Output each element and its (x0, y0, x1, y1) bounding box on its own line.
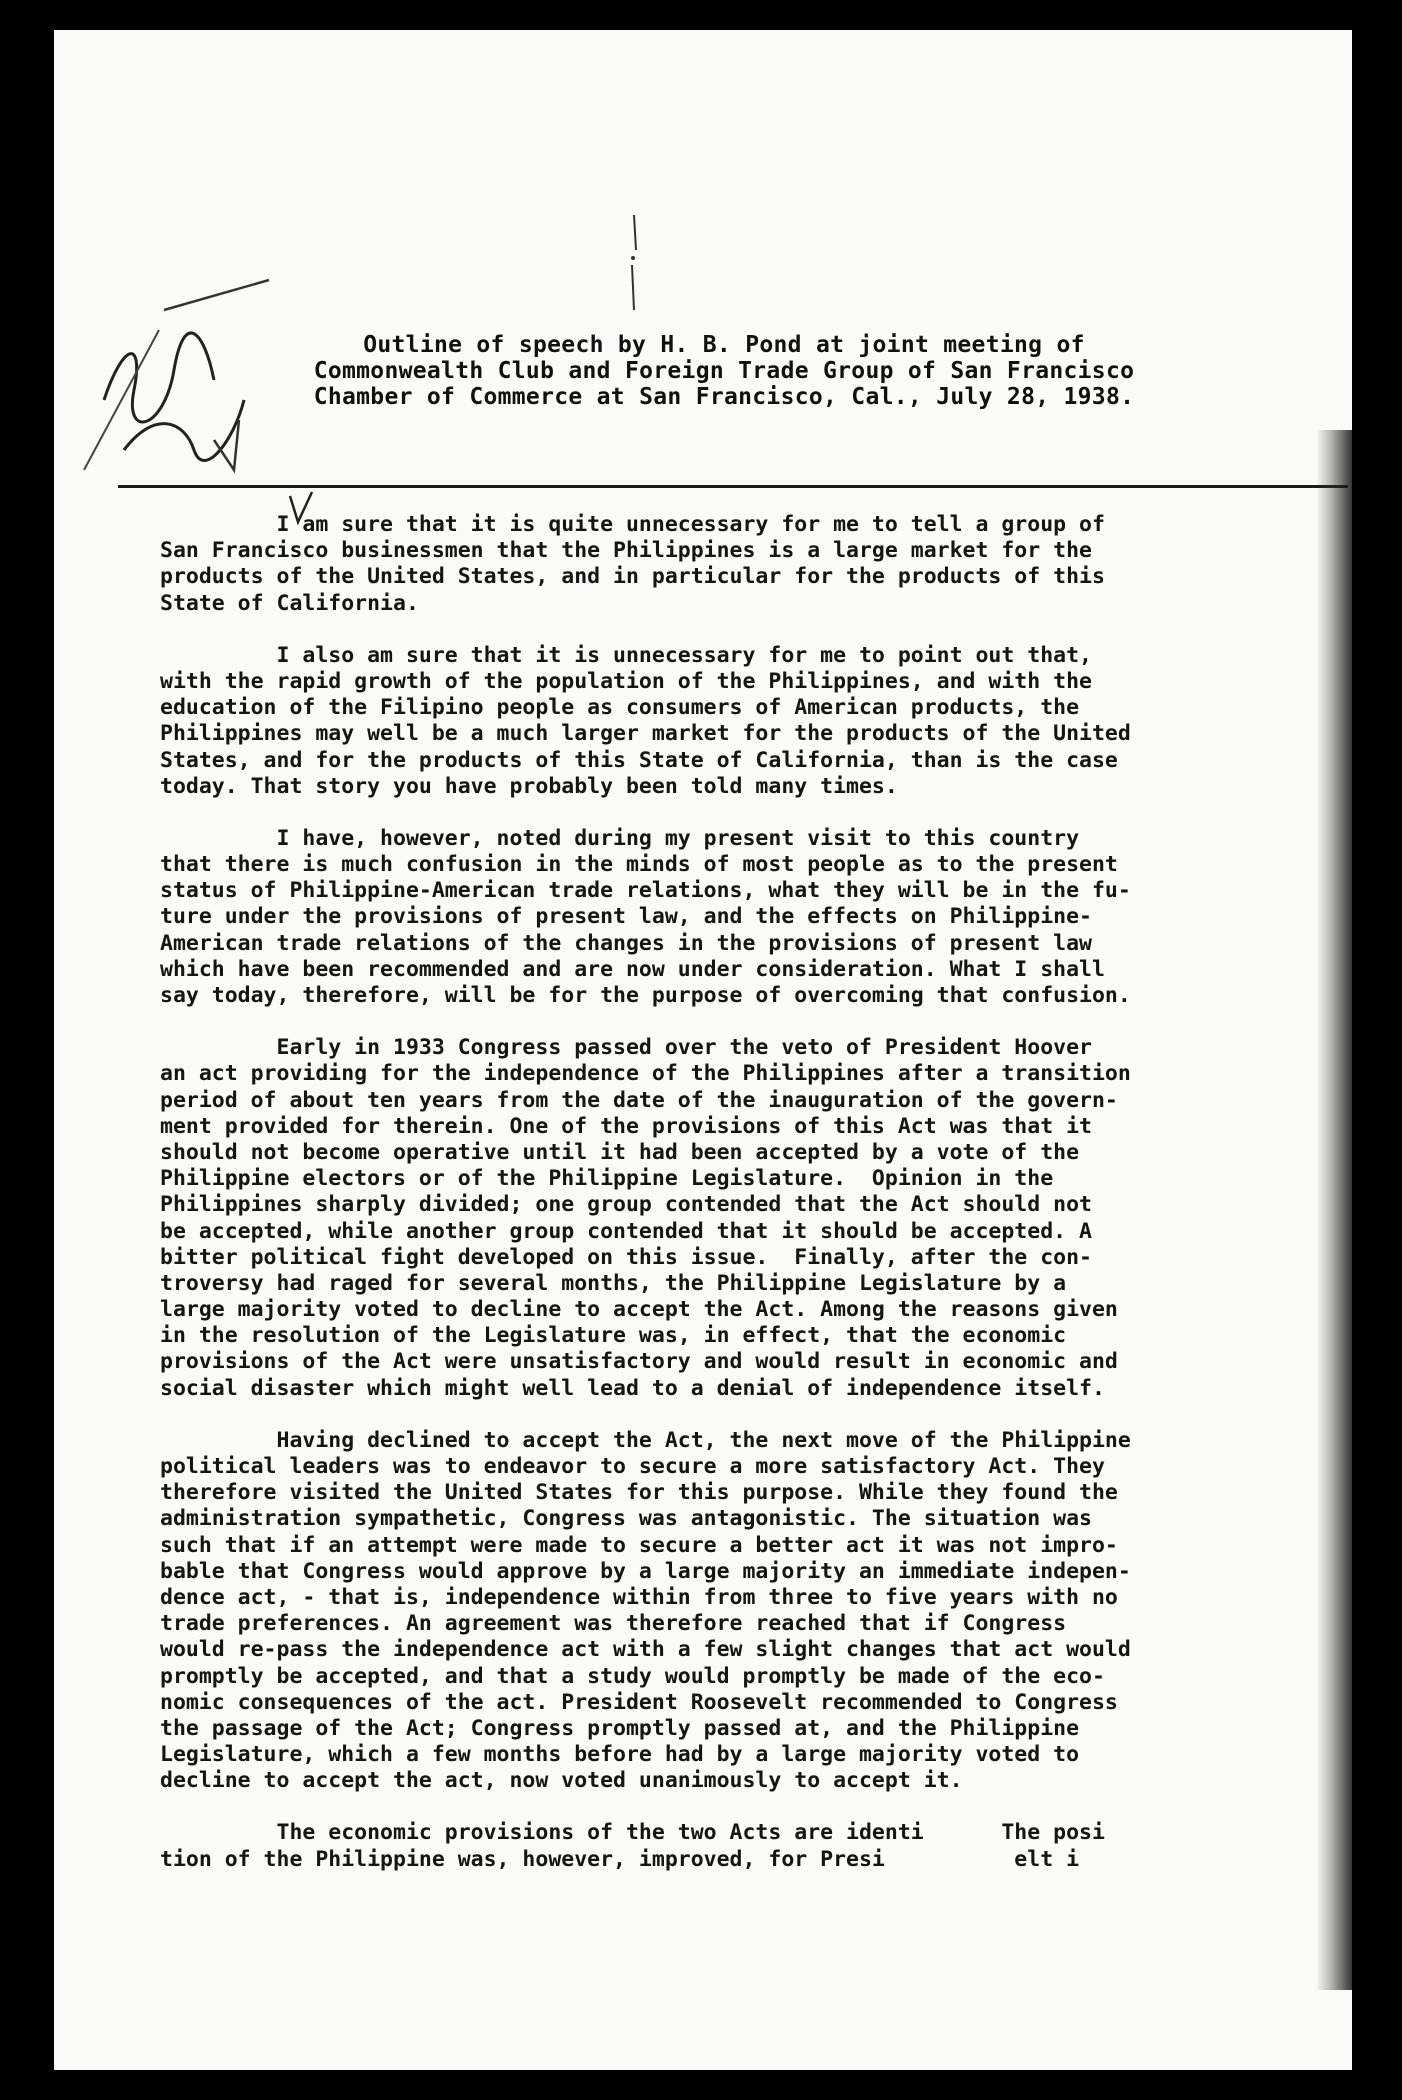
text-line: dence act, - that is, independence within from three to five years with no (160, 1584, 1118, 1610)
text-line: today. That story you have probably been told many times. (160, 773, 898, 799)
text-line: troversy had raged for several months, the Philippine Legislature by a (160, 1270, 1067, 1296)
text-line: The economic provisions of the two Acts are identi The posi (160, 1820, 1105, 1846)
text-line: I have, however, noted during my present visit to this country (160, 825, 1080, 851)
text-line: say today, therefore, will be for the purpose of overcoming that confusion. (160, 983, 1131, 1008)
header-line: Chamber of Commerce at San Francisco, Cal., July 28, 1938. (313, 384, 1135, 410)
text-line: bitter political fight developed on this issue. Finally, after the con- (160, 1244, 1092, 1270)
text-line: Philippine electors or of the Philippine Legislature. Opinion in the (160, 1166, 1054, 1192)
paragraph (160, 1428, 1350, 1795)
text-line: ture under the provisions of present law, and the effects on Philippine- (160, 904, 1092, 930)
margin-marks (614, 210, 654, 320)
text-line: social disaster which might well lead to a denial of independence itself. (160, 1375, 1105, 1401)
text-line: an act providing for the independence of the Philippines after a transition (160, 1061, 1131, 1087)
text-line: I am sure that it is quite unnecessary for me to tell a group of (160, 512, 1105, 537)
text-line: should not become operative until it had been accepted by a vote of the (160, 1139, 1080, 1165)
text-line: be accepted, while another group contended that it should be accepted. A (160, 1218, 1092, 1244)
text-line: tion of the Philippine was, however, improved, for Presi elt i (160, 1846, 1080, 1872)
text-line: that there is much confusion in the minds of most people as to the present (160, 852, 1118, 878)
text-line: I also am sure that it is unnecessary for me to point out that, (160, 642, 1092, 668)
header-line: Outline of speech by H. B. Pond at joint meeting of (363, 332, 1085, 358)
text-line: trade preferences. An agreement was therefore reached that if Congress (160, 1611, 1067, 1637)
text-line: Philippines sharply divided; one group contended that the Act should not (160, 1192, 1092, 1218)
text-line: provisions of the Act were unsatisfactory and would result in economic and (160, 1349, 1118, 1375)
text-line: San Francisco businessmen that the Philippines is a large market for the (160, 538, 1092, 564)
paragraph (160, 643, 1350, 800)
text-line: promptly be accepted, and that a study would promptly be made of the eco- (160, 1663, 1105, 1689)
paragraph (160, 1035, 1350, 1402)
text-line: American trade relations of the changes in the provisions of present law (160, 930, 1092, 956)
text-line: States, and for the products of this State of California, than is the case (160, 747, 1118, 773)
text-line: period of about ten years from the date of the inauguration of the govern- (160, 1087, 1118, 1113)
paragraph (160, 512, 1350, 617)
text-line: Legislature, which a few months before had by a large majority voted to (160, 1742, 1080, 1768)
text-line: status of Philippine-American trade relations, what they will be in the fu- (160, 878, 1131, 904)
text-line: products of the United States, and in particular for the products of this (160, 564, 1105, 590)
document-header (224, 332, 1224, 410)
text-line: administration sympathetic, Congress was antagonistic. The situation was (160, 1506, 1092, 1532)
text-line: which have been recommended and are now under consideration. What I shall (160, 956, 1105, 982)
text-line: Philippines may well be a much larger market for the products of the United (160, 721, 1131, 747)
text-line: nomic consequences of the act. President Roosevelt recommended to Congress (160, 1689, 1118, 1715)
document-page (54, 30, 1352, 2070)
paragraph (160, 826, 1350, 1009)
header-divider (118, 485, 1348, 488)
text-line: bable that Congress would approve by a large majority an immediate indepen- (160, 1558, 1131, 1584)
text-line: the passage of the Act; Congress promptly passed at, and the Philippine (160, 1715, 1080, 1741)
paragraph (160, 1820, 1350, 1872)
text-line: therefore visited the United States for this purpose. While they found the (160, 1480, 1118, 1506)
text-line: such that if an attempt were made to secure a better act it was not impro- (160, 1532, 1118, 1558)
text-line: political leaders was to endeavor to secure a more satisfactory Act. They (160, 1454, 1105, 1479)
text-line: education of the Filipino people as consumers of American products, the (160, 695, 1080, 721)
document-body (160, 512, 1350, 1899)
torn-edge (1316, 430, 1352, 1990)
text-line: decline to accept the act, now voted unanimously to accept it. (160, 1768, 963, 1794)
text-line: would re-pass the independence act with a few slight changes that act would (160, 1637, 1131, 1663)
text-line: ment provided for therein. One of the provisions of this Act was that it (160, 1113, 1092, 1139)
text-line: large majority voted to decline to accept the Act. Among the reasons given (160, 1297, 1118, 1323)
text-line: Early in 1933 Congress passed over the veto of President Hoover (160, 1035, 1092, 1061)
header-line: Commonwealth Club and Foreign Trade Group of San Francisco (313, 358, 1135, 384)
text-line: Having declined to accept the Act, the next move of the Philippine (160, 1427, 1131, 1453)
text-line: with the rapid growth of the population of the Philippines, and with the (160, 668, 1092, 694)
text-line: State of California. (160, 590, 419, 616)
text-line: in the resolution of the Legislature was, in effect, that the economic (160, 1323, 1067, 1349)
